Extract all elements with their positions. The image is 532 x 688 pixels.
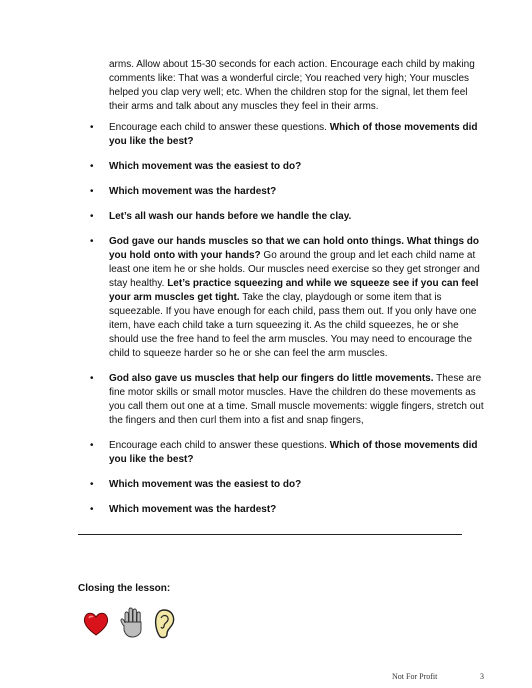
intro-paragraph: arms. Allow about 15-30 seconds for each action. Encourage each child by making comments like: That was a wonderful circle; You reached very high; Your muscles helped you clap very well; etc. When the children stop for the signal, let them feel their arms and talk about any muscles they feel in their arms. <box>109 59 475 112</box>
bullet-marker: • <box>90 373 94 384</box>
list-item: • Encourage each child to answer these questions. Which of those movements did you like the best? <box>90 122 478 147</box>
hand-icon <box>120 606 146 638</box>
heart-icon <box>82 610 110 638</box>
list-item: • Which movement was the hardest? <box>90 504 277 515</box>
list-item: • God gave our hands muscles so that we can hold onto things. What things do you hold onto with your hands? Go around the group and let each child name at least one item he or she holds. Our muscles need exercise so they get stronger and stay healthy. Let’s practice squeezing and while we squeeze see if you can feel your arm muscles get tight. Take the clay, playdough or some item that is squeezable. If you have enough for each child, pass them out. If you only have one item, have each child take a turn squeezing it. As the child squeezes, he or she should use the free hand to feel the arm muscles. You may need to encourage the child to squeeze harder so he or she can feel the arm muscles. <box>90 236 480 359</box>
bullet-marker: • <box>90 479 94 490</box>
list-item: • Which movement was the easiest to do? <box>90 161 302 172</box>
horizontal-divider <box>78 534 462 535</box>
ear-icon <box>152 608 178 640</box>
footer-note: Not For Profit <box>392 672 438 681</box>
lesson-bullet-list <box>90 121 490 528</box>
page-number: 3 <box>480 672 484 681</box>
list-item: • Which movement was the easiest to do? <box>90 479 302 490</box>
bullet-marker: • <box>90 161 94 172</box>
closing-heading: Closing the lesson: <box>78 583 171 594</box>
closing-icons <box>82 606 192 640</box>
bullet-marker: • <box>90 236 94 247</box>
bullet-marker: • <box>90 211 94 222</box>
list-item: • Which movement was the hardest? <box>90 186 277 197</box>
bullet-marker: • <box>90 122 94 133</box>
bullet-marker: • <box>90 504 94 515</box>
list-item: • Encourage each child to answer these questions. Which of those movements did you like the best? <box>90 440 478 465</box>
bullet-marker: • <box>90 186 94 197</box>
list-item: • God also gave us muscles that help our fingers do little movements. These are fine motor skills or small motor muscles. Have the children do these movements as you call them out one at a time. Small muscle movements: wiggle fingers, stretch out the fingers and then curl them into a fist and snap fingers, <box>90 373 484 426</box>
list-item: • Let’s all wash our hands before we handle the clay. <box>90 211 352 222</box>
bullet-marker: • <box>90 440 94 451</box>
